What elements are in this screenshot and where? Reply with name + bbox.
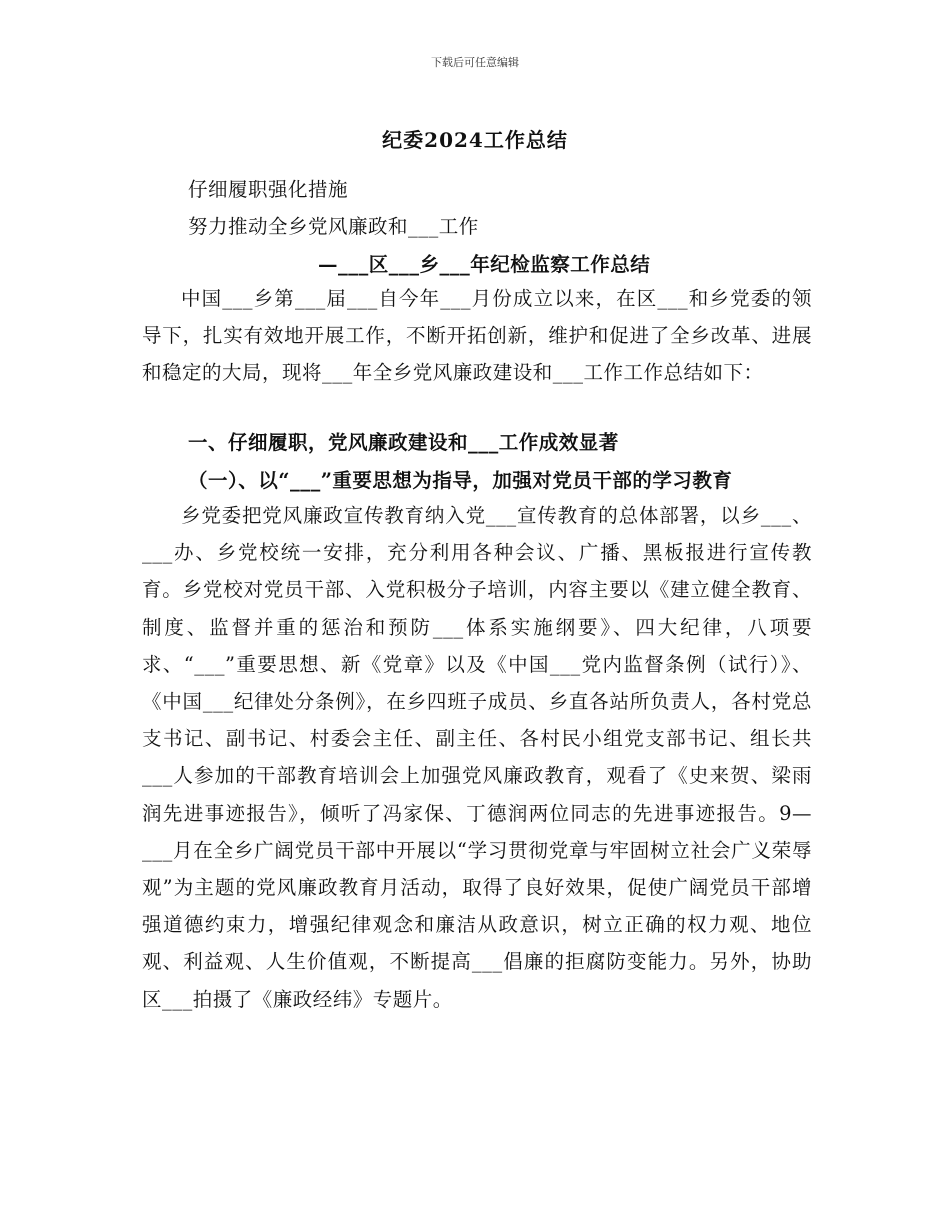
document-title: 纪委2024工作总结 <box>382 128 568 152</box>
intro-paragraph: 中国___乡第___届___自今年___月份成立以来，在区___和乡党委的领导下，扎实有效地开展工作，不断开拓创新，维护和促进了全乡改革、进展和稳定的大局，现将___年全乡党风廉政建设和___工作工作总结如下： <box>142 287 812 385</box>
header-note: 下载后可任意编辑 <box>431 56 519 69</box>
subtitle-line-2: 努力推动全乡党风廉政和___工作 <box>188 215 479 238</box>
body-paragraph: 乡党委把党风廉政宣传教育纳入党___宣传教育的总体部署，以乡___、___办、乡党校统一安排，充分利用各种会议、广播、黑板报进行宣传教育。乡党校对党员干部、入党积极分子培训，内容主要以《建立健全教育、制度、监督并重的惩治和预防___体系实施纲要》、四大纪律，八项要求、“___”重要思想、新《党章》以及《中国___党内监督条例（试行）》、《中国___纪律处分条例》，在乡四班子成员、乡直各站所负责人，各村党总支书记、副书记、村委会主任、副主任、各村民小组党支部书记、组长共___人参加的干部教育培训会上加强党风廉政教育，观看了《史来贺、梁雨润先进事迹报告》，倾听了冯家保、丁德润两位同志的先进事迹报告。9—___月在全乡广阔党员干部中开展以“学习贯彻党章与牢固树立社会广义荣辱观”为主题的党风廉政教育月活动，取得了良好效果，促使广阔党员干部增强道德约束力，增强纪律观念和廉洁从政意识，树立正确的权力观、地位观、利益观、人生价值观，不断提高___倡廉的拒腐防变能力。另外，协助区___拍摄了《廉政经纬》专题片。 <box>142 504 812 1011</box>
subtitle-line-3: —___区___乡___年纪检监察工作总结 <box>318 253 651 276</box>
section-heading-2: （一）、以“___”重要思想为指导，加强对党员干部的学习教育 <box>188 469 733 492</box>
subtitle-line-1: 仔细履职强化措施 <box>188 178 349 201</box>
section-heading-1: 一、仔细履职，党风廉政建设和___工作成效显著 <box>188 431 619 454</box>
